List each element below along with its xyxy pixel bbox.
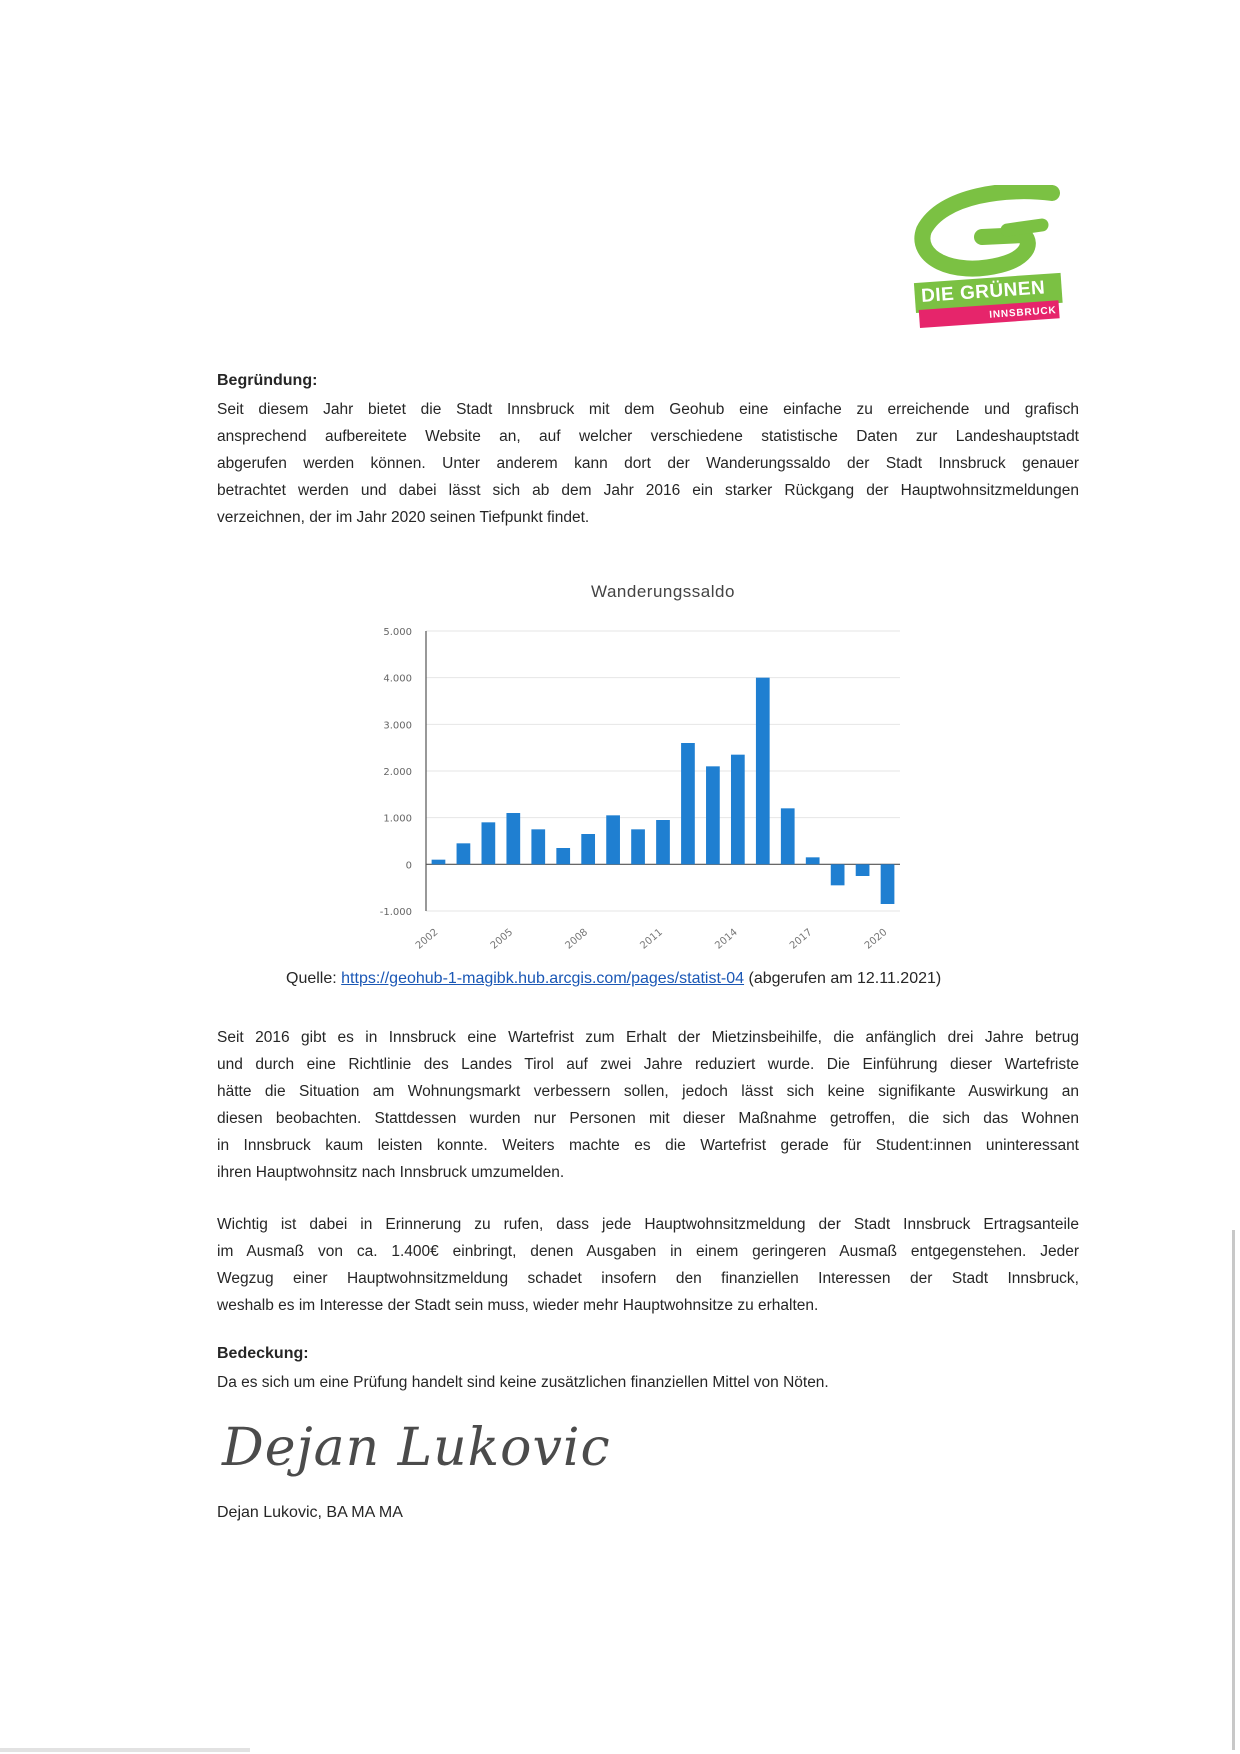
- bar: [731, 755, 745, 865]
- bar: [856, 864, 870, 876]
- wanderungssaldo-chart: [360, 615, 920, 955]
- bar: [631, 829, 645, 864]
- paragraph-line: verzeichnen, der im Jahr 2020 seinen Tiefpunkt findet.: [217, 509, 590, 526]
- paragraph-line: weshalb es im Interesse der Stadt sein muss, wieder mehr Hauptwohnsitze zu erhalten.: [217, 1297, 819, 1314]
- y-tick-label: 2.000: [383, 767, 412, 778]
- logo-city: INNSBRUCK: [988, 305, 1057, 321]
- bedeckung-heading: Bedeckung:: [217, 1345, 309, 1362]
- x-tick-label: 2017: [788, 926, 815, 952]
- bar: [831, 864, 845, 885]
- paragraph-line: abgerufen werden können. Unter anderem kann dort der Wanderungssaldo der Stadt Innsbruck genauer: [217, 455, 1079, 472]
- paragraph-line: Da es sich um eine Prüfung handelt sind keine zusätzlichen finanziellen Mittel von Nöten.: [217, 1374, 829, 1391]
- x-tick-label: 2011: [638, 926, 665, 952]
- paragraph-line: ihren Hauptwohnsitz nach Innsbruck umzumelden.: [217, 1164, 565, 1181]
- bar: [556, 848, 570, 864]
- paragraph-line: in Innsbruck kaum leisten konnte. Weiters machte es die Wartefrist gerade für Student:innen uninteressant: [217, 1137, 1079, 1154]
- paragraph-line: diesen beobachten. Stattdessen wurden nur Personen mit dieser Maßnahme getroffen, die sich das Wohnen: [217, 1110, 1079, 1127]
- signer-name: Dejan Lukovic, BA MA MA: [217, 1504, 403, 1521]
- x-tick-label: 2002: [413, 926, 441, 952]
- source-line: [286, 970, 941, 988]
- x-tick-label: 2008: [563, 926, 591, 952]
- bar: [656, 820, 670, 864]
- x-tick-label: 2014: [713, 926, 740, 952]
- ertragsanteile-paragraph: [217, 1211, 1079, 1319]
- bar: [457, 843, 471, 864]
- y-tick-label: 4.000: [383, 673, 412, 685]
- y-tick-label: 1.000: [383, 813, 412, 825]
- bedeckung-paragraph: [217, 1369, 1079, 1396]
- bar: [432, 860, 446, 865]
- x-tick-label: 2005: [488, 926, 516, 952]
- source-note: (abgerufen am 12.11.2021): [748, 970, 942, 987]
- y-tick-label: -1.000: [379, 907, 412, 918]
- wartefrist-paragraph: [217, 1024, 1079, 1186]
- x-tick-label: 2020: [862, 926, 890, 952]
- paragraph-line: Wichtig ist dabei in Erinnerung zu rufen, dass jede Hauptwohnsitzmeldung der Stadt Innsbruck Ertragsanteile: [217, 1216, 1079, 1233]
- begruendung-paragraph: [217, 396, 1079, 531]
- bar: [581, 834, 595, 864]
- die-gruenen-logo: [912, 185, 1067, 345]
- paragraph-line: ansprechend aufbereitete Website an, auf welcher verschiedene statistische Daten zur Landeshauptstadt: [217, 428, 1079, 445]
- y-tick-label: 3.000: [383, 720, 412, 732]
- paragraph-line: Wegzug einer Hauptwohnsitzmeldung schadet insofern den finanziellen Interessen der Stadt Innsbruck,: [217, 1270, 1079, 1287]
- bar: [606, 815, 620, 864]
- bar: [756, 678, 770, 865]
- chart-title: Wanderungssaldo: [591, 582, 735, 601]
- paragraph-line: hätte die Situation am Wohnungsmarkt verbessern sollen, jedoch lässt sich keine signifikante Auswirkung an: [217, 1083, 1079, 1100]
- begruendung-heading: Begründung:: [217, 372, 318, 389]
- paragraph-line: im Ausmaß von ca. 1.400€ einbringt, denen Ausgaben in einem geringeren Ausmaß entgegenstehen. Jeder: [217, 1243, 1079, 1260]
- bar: [531, 829, 545, 864]
- paragraph-line: betrachtet werden und dabei lässt sich ab dem Jahr 2016 ein starker Rückgang der Hauptwohnsitzmeldungen: [217, 482, 1079, 499]
- bar: [506, 813, 520, 864]
- scan-edge: [1232, 1230, 1235, 1750]
- bar: [681, 743, 695, 864]
- paragraph-line: und durch eine Richtlinie des Landes Tirol auf zwei Jahre reduziert wurde. Die Einführung dieser Wartefriste: [217, 1056, 1079, 1073]
- y-tick-label: 0: [405, 860, 412, 872]
- bar: [706, 766, 720, 864]
- bar: [881, 864, 895, 904]
- source-label: Quelle:: [286, 970, 337, 987]
- bar: [806, 857, 820, 864]
- handwritten-signature: Dejan Lukovic: [222, 1418, 611, 1478]
- paragraph-line: Seit diesem Jahr bietet die Stadt Innsbruck mit dem Geohub eine einfache zu erreichende und grafisch: [217, 401, 1079, 418]
- bar: [482, 822, 496, 864]
- logo-wordmark: DIE GRÜNEN: [920, 277, 1046, 308]
- y-tick-label: 5.000: [383, 627, 412, 638]
- source-link[interactable]: https://geohub-1-magibk.hub.arcgis.com/pages/statist-04: [341, 970, 745, 987]
- scan-bottom-edge: [0, 1748, 250, 1752]
- paragraph-line: Seit 2016 gibt es in Innsbruck eine Wartefrist zum Erhalt der Mietzinsbeihilfe, die anfänglich drei Jahre betrug: [217, 1029, 1079, 1046]
- bar: [781, 808, 795, 864]
